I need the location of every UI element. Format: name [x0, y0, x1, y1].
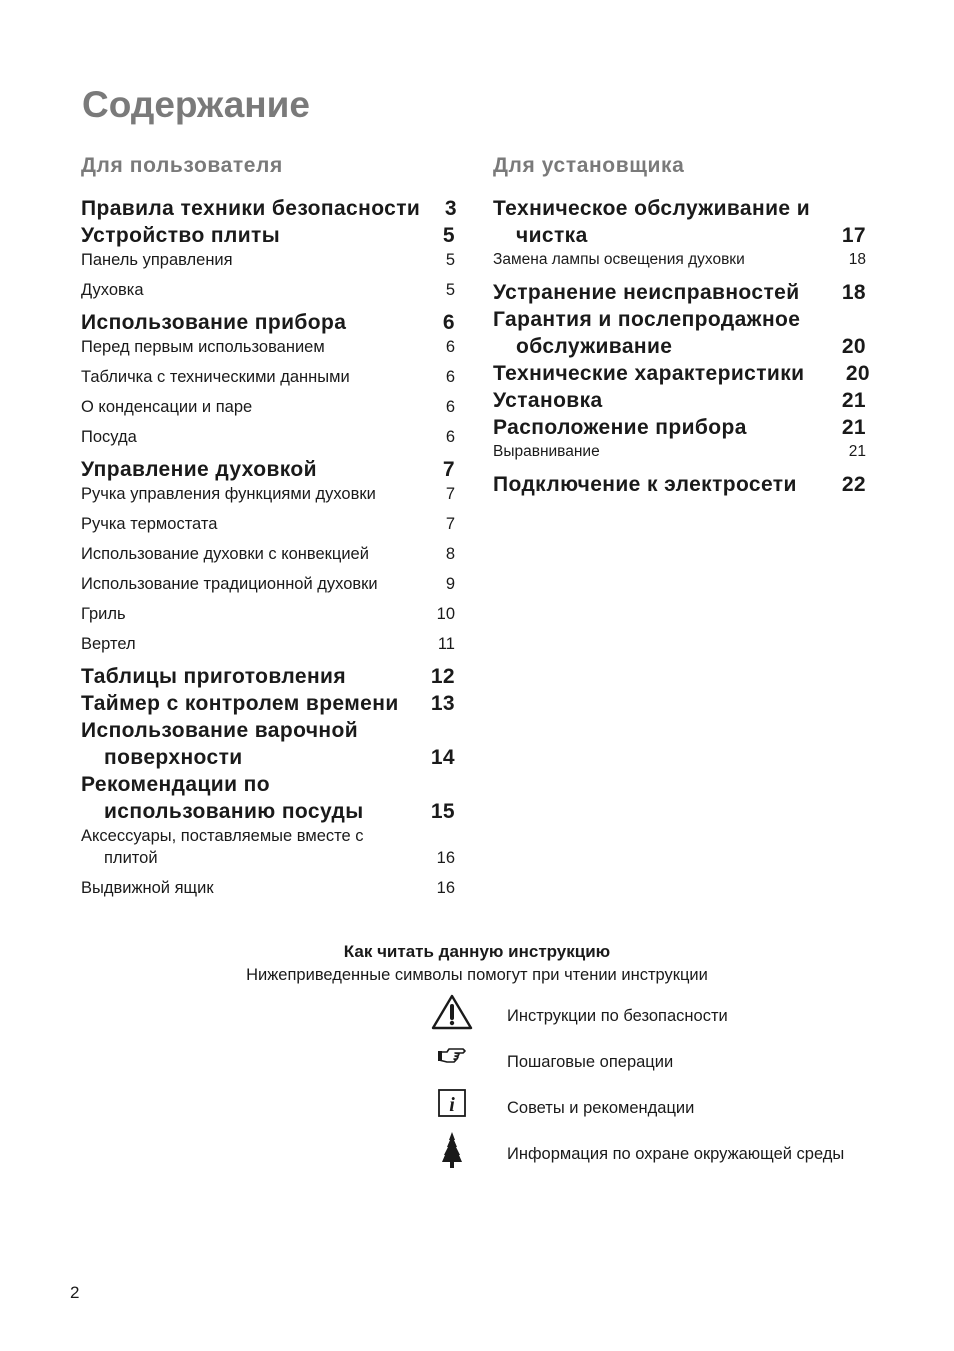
toc-entry-label-line2: обслуживание	[516, 335, 673, 358]
toc-entry-page: 5	[442, 224, 455, 247]
installer-section-heading: Для установщика	[493, 154, 685, 177]
toc-entry-label: Выдвижной ящик	[81, 879, 214, 897]
toc-entry-label: Выравнивание	[493, 443, 600, 460]
toc-entry-label-line2: плитой	[104, 849, 158, 867]
toc-entry-label: Посуда	[81, 428, 137, 446]
toc-entry-label	[81, 771, 455, 825]
toc-entry-label: Установка	[493, 389, 603, 412]
legend-item-label: Пошаговые операции	[507, 1053, 674, 1071]
legend-subtitle: Нижеприведенные символы помогут при чтении инструкции	[246, 966, 708, 984]
toc-subentry[interactable]	[81, 633, 455, 655]
toc-subentry[interactable]	[81, 366, 455, 388]
toc-entry-label-line1: Техническое обслуживание и	[493, 197, 811, 220]
toc-entry[interactable]	[81, 309, 455, 336]
toc-entry-label: Правила техники безопасности	[81, 197, 421, 220]
toc-entry-page: 21	[848, 443, 866, 460]
toc-entry-page: 21	[841, 389, 866, 412]
toc-entry-page: 3	[444, 197, 457, 220]
toc-entry-page: 5	[445, 251, 455, 269]
toc-entry[interactable]	[493, 195, 866, 249]
toc-entry[interactable]	[493, 360, 870, 387]
toc-entry-label: Вертел	[81, 635, 136, 653]
toc-entry-label-line2: поверхности	[104, 746, 243, 769]
toc-entry-page: 21	[841, 416, 866, 439]
tree-icon	[428, 1130, 476, 1170]
toc-entry[interactable]	[81, 195, 455, 222]
toc-entry[interactable]	[81, 663, 455, 690]
legend-header	[0, 940, 954, 986]
toc-entry-label: Устранение неисправностей	[493, 281, 800, 304]
toc-entry-label: Управление духовкой	[81, 458, 317, 481]
toc-entry-label: Использование прибора	[81, 311, 347, 334]
legend-title: Как читать данную инструкцию	[343, 942, 611, 961]
toc-entry-page: 18	[848, 251, 866, 268]
toc-entry-page: 6	[445, 398, 455, 416]
toc-entry[interactable]	[81, 717, 455, 771]
toc-entry-page: 7	[445, 515, 455, 533]
page-title: Содержание	[82, 84, 310, 125]
toc-entry-page: 6	[442, 311, 455, 334]
legend-item-label: Инструкции по безопасности	[507, 1007, 728, 1025]
toc-entry[interactable]	[493, 387, 866, 414]
info-icon	[428, 1083, 476, 1123]
toc-entry-label: Таймер с контролем времени	[81, 692, 399, 715]
toc-entry-page: 14	[430, 746, 455, 769]
toc-entry-label: Табличка с техническими данными	[81, 368, 350, 386]
user-toc	[81, 153, 455, 907]
toc-entry-label-line1: Гарантия и послепродажное	[493, 308, 801, 331]
toc-entry-page: 5	[445, 281, 455, 299]
warning-triangle-icon	[428, 992, 476, 1032]
toc-subentry[interactable]	[81, 426, 455, 448]
toc-entry-page: 22	[841, 473, 866, 496]
toc-entry-page: 7	[445, 485, 455, 503]
toc-entry-label-line2: чистка	[516, 224, 588, 247]
toc-entry-page: 8	[445, 545, 455, 563]
legend-item-label: Информация по охране окружающей среды	[507, 1145, 845, 1163]
toc-subentry[interactable]	[81, 877, 455, 899]
toc-entry[interactable]	[493, 306, 866, 360]
toc-entry-label-line1: Рекомендации по	[81, 773, 270, 796]
toc-entry-page: 6	[445, 338, 455, 356]
toc-entry-page: 15	[430, 800, 455, 823]
toc-subentry[interactable]	[493, 249, 866, 271]
toc-entry-label: Ручка термостата	[81, 515, 218, 533]
toc-subentry[interactable]	[81, 573, 455, 595]
toc-entry-page: 7	[442, 458, 455, 481]
toc-entry-label: Панель управления	[81, 251, 233, 269]
toc-entry-label: Использование духовки с конвекцией	[81, 545, 369, 563]
toc-entry-label: О конденсации и паре	[81, 398, 253, 416]
toc-entry-label	[493, 195, 866, 249]
toc-entry[interactable]	[81, 222, 455, 249]
toc-entry-label-line1: Использование варочной	[81, 719, 359, 742]
toc-entry-label	[81, 717, 455, 771]
page-number: 2	[70, 1283, 80, 1302]
toc-entry-label: Таблицы приготовления	[81, 665, 347, 688]
toc-subentry[interactable]	[81, 336, 455, 358]
toc-entry[interactable]	[81, 690, 455, 717]
toc-entry[interactable]	[81, 771, 455, 825]
toc-subentry[interactable]	[81, 825, 455, 869]
toc-entry-label: Технические характеристики	[493, 362, 805, 385]
toc-entry-label: Использование традиционной духовки	[81, 575, 378, 593]
toc-entry-page: 6	[445, 368, 455, 386]
pointing-hand-icon	[428, 1036, 476, 1076]
toc-entry-page: 9	[445, 575, 455, 593]
svg-text:i: i	[449, 1094, 455, 1116]
toc-subentry[interactable]	[81, 543, 455, 565]
toc-subentry[interactable]	[493, 441, 866, 463]
installer-toc	[493, 153, 870, 498]
toc-entry-label	[493, 306, 866, 360]
toc-subentry[interactable]	[81, 396, 455, 418]
toc-entry-page: 17	[841, 224, 866, 247]
toc-entry-page: 20	[845, 362, 870, 385]
toc-entry[interactable]	[493, 414, 866, 441]
toc-entry-label	[81, 825, 455, 869]
toc-entry-page: 16	[436, 879, 455, 897]
toc-entry-label: Устройство плиты	[81, 224, 281, 247]
toc-entry-page: 12	[430, 665, 455, 688]
toc-entry-page: 18	[841, 281, 866, 304]
toc-entry-label: Гриль	[81, 605, 126, 623]
toc-entry-page: 20	[841, 335, 866, 358]
toc-subentry[interactable]	[81, 483, 455, 505]
toc-entry-page: 6	[445, 428, 455, 446]
toc-entry-page: 13	[430, 692, 455, 715]
toc-subentry[interactable]	[81, 603, 455, 625]
toc-entry-label: Подключение к электросети	[493, 473, 797, 496]
user-section-heading: Для пользователя	[81, 154, 283, 177]
toc-subentry[interactable]	[81, 513, 455, 535]
toc-entry-label: Перед первым использованием	[81, 338, 325, 356]
legend-item-label: Советы и рекомендации	[507, 1099, 695, 1117]
toc-entry-label: Расположение прибора	[493, 416, 747, 439]
toc-entry-page: 11	[437, 635, 455, 653]
toc-entry-page: 16	[436, 849, 455, 867]
toc-entry-label: Духовка	[81, 281, 144, 299]
toc-entry-label: Ручка управления функциями духовки	[81, 485, 376, 503]
toc-entry[interactable]	[493, 279, 866, 306]
toc-entry[interactable]	[81, 456, 455, 483]
toc-subentry[interactable]	[81, 279, 455, 301]
toc-entry-label: Замена лампы освещения духовки	[493, 251, 745, 268]
toc-entry-label-line1: Аксессуары, поставляемые вместе с	[81, 827, 364, 845]
toc-entry[interactable]	[493, 471, 866, 498]
toc-subentry[interactable]	[81, 249, 455, 271]
toc-entry-label-line2: использованию посуды	[104, 800, 364, 823]
toc-entry-page: 10	[436, 605, 455, 623]
